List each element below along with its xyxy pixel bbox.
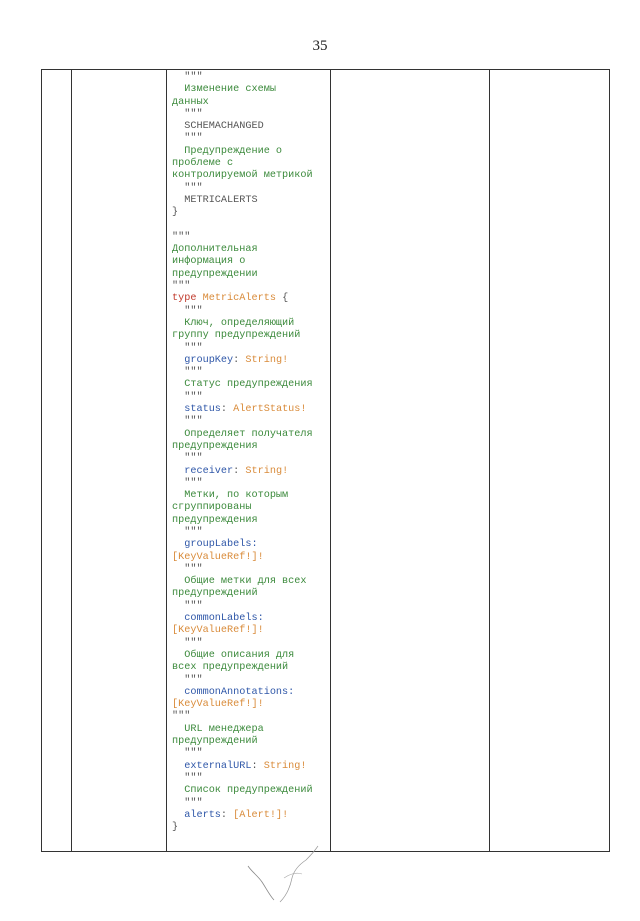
field-name: receiver — [184, 465, 234, 477]
table-row — [42, 70, 610, 852]
comment-text: Метки, по которым — [184, 490, 289, 502]
field-name: commonAnnotations: — [184, 686, 295, 698]
code-token: """ — [184, 674, 203, 686]
code-token: """ — [172, 231, 191, 243]
code-line — [172, 343, 327, 355]
field-type: AlertStatus! — [233, 404, 307, 416]
comment-text: Ключ, определяющий — [184, 317, 295, 329]
code-line — [172, 613, 327, 625]
code-line — [172, 576, 327, 588]
colon: : — [233, 354, 246, 366]
field-name: alerts — [184, 809, 221, 821]
comment-text: Общие описания для — [184, 649, 295, 661]
comment-text: данных — [172, 96, 209, 108]
code-line — [172, 97, 327, 109]
code-line — [172, 158, 327, 170]
comment-text: Предупреждение о — [184, 145, 283, 157]
colon: : — [233, 465, 246, 477]
code-token: """ — [184, 637, 203, 649]
code-line — [172, 466, 327, 478]
code-line — [172, 367, 327, 379]
comment-text: проблеме с — [172, 158, 234, 170]
code-line — [172, 662, 327, 674]
code-token: """ — [184, 748, 203, 760]
code-token: """ — [184, 563, 203, 575]
code-line — [172, 146, 327, 158]
code-line — [172, 84, 327, 96]
code-line — [172, 515, 327, 527]
code-line — [172, 822, 327, 834]
code-line — [172, 195, 327, 207]
colon: : — [220, 809, 234, 821]
code-token: """ — [184, 367, 203, 379]
code-token: """ — [184, 391, 203, 403]
comment-text: URL менеджера — [184, 723, 264, 735]
cell-name — [72, 70, 167, 852]
code-line — [172, 687, 327, 699]
code-line — [172, 404, 327, 416]
code-line — [172, 183, 327, 195]
comment-text: Изменение схемы — [184, 84, 276, 96]
code-token: METRICALERTS — [184, 194, 258, 206]
code-token: """ — [172, 281, 191, 293]
comment-text: предупреждений — [172, 736, 258, 748]
brace: { — [282, 293, 289, 305]
field-name: groupKey — [184, 354, 234, 366]
code-line — [172, 379, 327, 391]
comment-text: сгруппированы — [172, 502, 252, 514]
code-token: """ — [184, 477, 203, 489]
code-line — [172, 785, 327, 797]
code-line — [172, 281, 327, 293]
comment-text: Общие метки для всех — [184, 576, 307, 588]
field-name: commonLabels: — [184, 613, 264, 625]
code-line — [172, 601, 327, 613]
code-token: """ — [184, 772, 203, 784]
code-line — [172, 539, 327, 551]
code-token: """ — [172, 711, 191, 723]
comment-text: всех предупреждений — [172, 662, 289, 674]
code-token: """ — [184, 453, 203, 465]
comment-text: контролируемой метрикой — [172, 170, 313, 182]
code-token: """ — [184, 526, 203, 538]
comment-text: Список предупреждений — [184, 785, 313, 797]
comment-text: предупреждении — [172, 268, 258, 280]
code-token: SCHEMACHANGED — [184, 121, 264, 133]
code-line — [172, 232, 327, 244]
field-type: [KeyValueRef!]! — [172, 625, 264, 637]
code-line — [172, 761, 327, 773]
code-line — [172, 810, 327, 822]
code-line — [172, 207, 327, 219]
code-line — [172, 318, 327, 330]
code-token: """ — [184, 600, 203, 612]
code-line — [172, 478, 327, 490]
field-type: [KeyValueRef!]! — [172, 551, 264, 563]
code-line — [172, 306, 327, 318]
field-type: String! — [245, 354, 289, 366]
comment-text: Дополнительная — [172, 244, 258, 256]
code-line — [172, 355, 327, 367]
code-line — [172, 711, 327, 723]
cell-description — [331, 70, 490, 852]
code-line — [172, 330, 327, 342]
code-token: """ — [184, 72, 203, 83]
signature-mark — [240, 838, 330, 908]
comment-text: предупреждения — [172, 440, 258, 452]
field-type: [Alert!]! — [233, 809, 289, 821]
code-token: """ — [184, 133, 203, 145]
type-name: MetricAlerts — [202, 293, 276, 305]
code-line — [172, 552, 327, 564]
code-line — [172, 121, 327, 133]
code-line — [172, 72, 327, 84]
cell-code — [167, 70, 331, 852]
code-line — [172, 490, 327, 502]
field-type: String! — [263, 760, 307, 772]
code-line — [172, 109, 327, 121]
code-line — [172, 625, 327, 637]
code-token: } — [172, 822, 179, 834]
code-line — [172, 453, 327, 465]
code-line — [172, 244, 327, 256]
code-line — [172, 392, 327, 404]
cell-number — [42, 70, 72, 852]
comment-text: предупреждения — [172, 514, 258, 526]
colon: : — [251, 760, 264, 772]
field-name: externalURL — [184, 760, 252, 772]
comment-text: Определяет получателя — [184, 428, 313, 440]
field-type: [KeyValueRef!]! — [172, 699, 264, 711]
comment-text: группу предупреждений — [172, 330, 301, 342]
code-line — [172, 502, 327, 514]
type-keyword: type — [172, 293, 197, 305]
code-line — [172, 699, 327, 711]
code-line — [172, 256, 327, 268]
code-line — [172, 748, 327, 760]
field-name: groupLabels: — [184, 539, 258, 551]
code-line — [172, 638, 327, 650]
code-line — [172, 269, 327, 281]
code-line — [172, 588, 327, 600]
code-token: """ — [184, 797, 203, 809]
code-line — [172, 798, 327, 810]
code-line — [172, 441, 327, 453]
code-line — [172, 133, 327, 145]
cell-note — [490, 70, 610, 852]
comment-text: Статус предупреждения — [184, 379, 313, 391]
code-token: """ — [184, 342, 203, 354]
document-table — [41, 69, 610, 852]
code-token: """ — [184, 305, 203, 317]
code-line — [172, 416, 327, 428]
code-token: """ — [184, 182, 203, 194]
code-line — [172, 736, 327, 748]
code-line — [172, 724, 327, 736]
code-line — [172, 650, 327, 662]
comment-text: информация о — [172, 256, 246, 268]
code-line — [172, 527, 327, 539]
code-block — [167, 70, 330, 834]
field-name: status — [184, 404, 221, 416]
comment-text: предупреждений — [172, 588, 258, 600]
code-line — [172, 220, 327, 232]
field-type: String! — [245, 465, 289, 477]
colon: : — [220, 404, 234, 416]
code-token: """ — [184, 416, 203, 428]
code-token: """ — [184, 108, 203, 120]
code-line — [172, 773, 327, 785]
code-line — [172, 429, 327, 441]
page-number: 35 — [312, 38, 328, 54]
code-line — [172, 675, 327, 687]
code-token: } — [172, 207, 179, 219]
code-line — [172, 293, 327, 305]
code-line — [172, 564, 327, 576]
code-line — [172, 170, 327, 182]
